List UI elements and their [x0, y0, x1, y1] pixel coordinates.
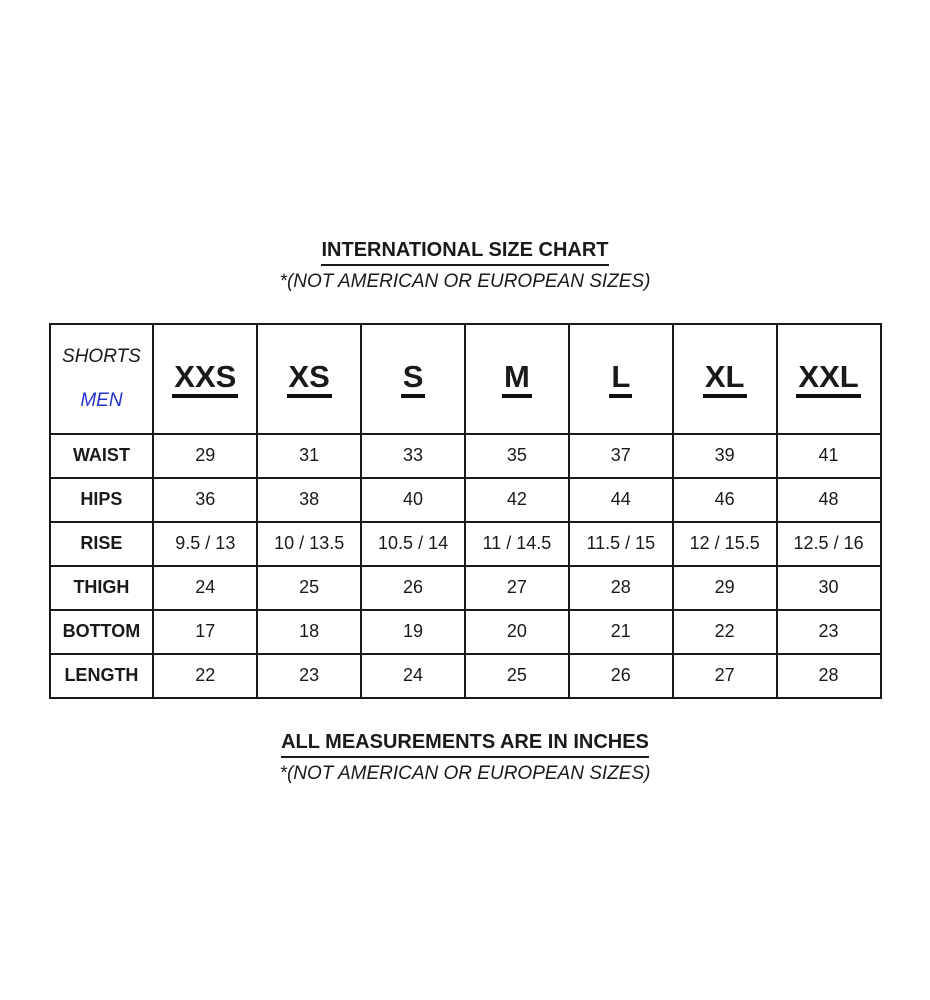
size-cell: 39 — [673, 434, 777, 478]
size-cell: 33 — [361, 434, 465, 478]
size-cell: 29 — [153, 434, 257, 478]
col-header-xs-text: XS — [287, 361, 332, 398]
size-cell: 10 / 13.5 — [257, 522, 361, 566]
size-cell: 40 — [361, 478, 465, 522]
col-header-l-text: L — [609, 361, 632, 398]
size-cell: 44 — [569, 478, 673, 522]
row-label-length: LENGTH — [50, 654, 154, 698]
col-header-xxs — [153, 324, 257, 434]
footer-title — [0, 729, 930, 758]
size-cell: 26 — [361, 566, 465, 610]
size-cell: 22 — [153, 654, 257, 698]
size-table — [49, 323, 882, 699]
size-cell: 11 / 14.5 — [465, 522, 569, 566]
col-header-m — [465, 324, 569, 434]
size-cell: 18 — [257, 610, 361, 654]
chart-heading — [0, 0, 930, 295]
size-cell: 29 — [673, 566, 777, 610]
size-cell: 10.5 / 14 — [361, 522, 465, 566]
size-cell: 28 — [569, 566, 673, 610]
table-row-hips — [50, 478, 881, 522]
corner-cell-content — [51, 346, 153, 412]
row-label-hips: HIPS — [50, 478, 154, 522]
product-label: SHORTS — [62, 345, 141, 367]
size-cell: 12.5 / 16 — [777, 522, 881, 566]
size-cell: 12 / 15.5 — [673, 522, 777, 566]
size-cell: 23 — [777, 610, 881, 654]
page-title-note: *(NOT AMERICAN OR EUROPEAN SIZES) — [279, 271, 651, 292]
size-cell: 24 — [153, 566, 257, 610]
col-header-s-text: S — [401, 361, 426, 398]
col-header-xl — [673, 324, 777, 434]
size-cell: 21 — [569, 610, 673, 654]
table-row-rise — [50, 522, 881, 566]
size-header-row — [50, 324, 881, 434]
col-header-s — [361, 324, 465, 434]
row-label-rise: RISE — [50, 522, 154, 566]
size-cell: 25 — [257, 566, 361, 610]
page-title — [0, 237, 930, 266]
size-cell: 48 — [777, 478, 881, 522]
size-cell: 42 — [465, 478, 569, 522]
row-label-bottom: BOTTOM — [50, 610, 154, 654]
chart-footing — [0, 729, 930, 787]
table-row-length — [50, 654, 881, 698]
size-cell: 11.5 / 15 — [569, 522, 673, 566]
size-cell: 22 — [673, 610, 777, 654]
gender-label: MEN — [80, 389, 123, 411]
footer-note: *(NOT AMERICAN OR EUROPEAN SIZES) — [279, 762, 651, 784]
size-cell: 35 — [465, 434, 569, 478]
size-cell: 24 — [361, 654, 465, 698]
size-cell: 26 — [569, 654, 673, 698]
table-row-bottom — [50, 610, 881, 654]
size-cell: 17 — [153, 610, 257, 654]
table-row-thigh — [50, 566, 881, 610]
col-header-xxs-text: XXS — [172, 361, 238, 398]
col-header-l — [569, 324, 673, 434]
size-cell: 23 — [257, 654, 361, 698]
size-cell: 27 — [673, 654, 777, 698]
row-label-thigh: THIGH — [50, 566, 154, 610]
page-title-text: INTERNATIONAL SIZE CHART — [321, 237, 608, 266]
size-cell: 25 — [465, 654, 569, 698]
size-cell: 38 — [257, 478, 361, 522]
row-label-waist: WAIST — [50, 434, 154, 478]
corner-cell — [50, 324, 154, 434]
col-header-xxl — [777, 324, 881, 434]
table-row-waist — [50, 434, 881, 478]
size-cell: 30 — [777, 566, 881, 610]
col-header-xxl-text: XXL — [796, 361, 860, 398]
footer-title-text: ALL MEASUREMENTS ARE IN INCHES — [281, 729, 649, 758]
size-cell: 31 — [257, 434, 361, 478]
size-cell: 27 — [465, 566, 569, 610]
col-header-m-text: M — [502, 361, 532, 398]
col-header-xs — [257, 324, 361, 434]
size-cell: 36 — [153, 478, 257, 522]
size-cell: 46 — [673, 478, 777, 522]
size-cell: 37 — [569, 434, 673, 478]
size-cell: 19 — [361, 610, 465, 654]
col-header-xl-text: XL — [703, 361, 747, 398]
size-cell: 41 — [777, 434, 881, 478]
size-cell: 9.5 / 13 — [153, 522, 257, 566]
size-cell: 20 — [465, 610, 569, 654]
size-cell: 28 — [777, 654, 881, 698]
